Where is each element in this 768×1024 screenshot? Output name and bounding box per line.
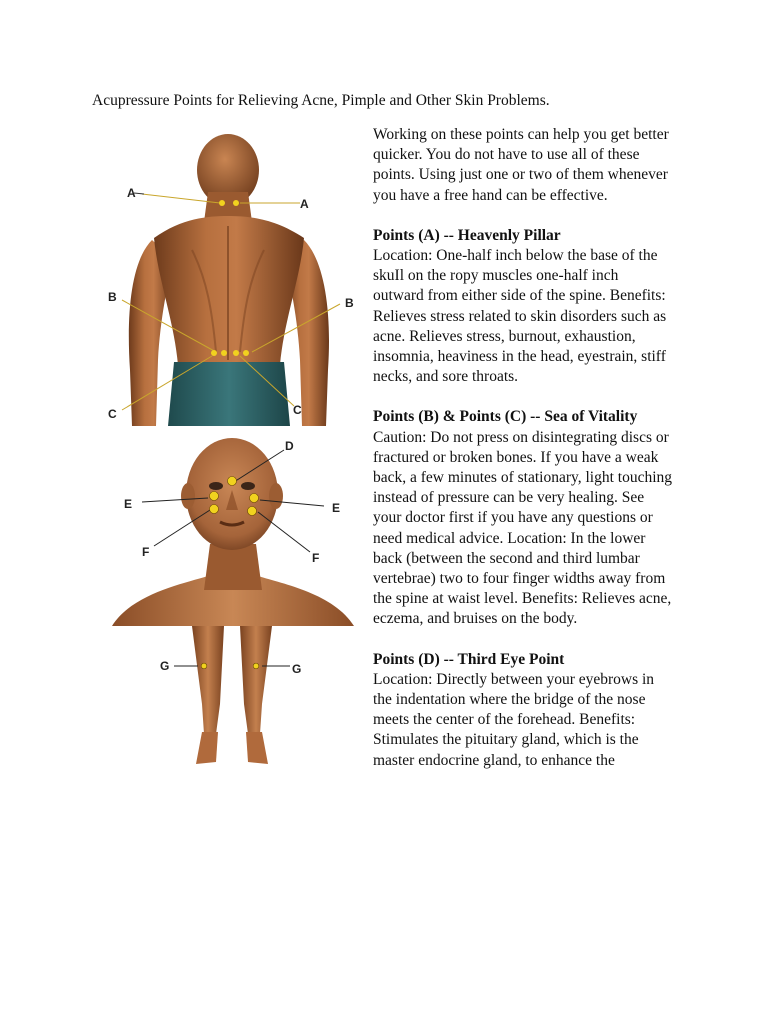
- point-e-right: [250, 494, 259, 503]
- section-body-d: Location: Directly between your eyebrows in the indentation where the bridge of the nose meets the center of the forehead. Benefits: Stimulates the pituitary gland, which is the master endocrine gland, to enhance the: [373, 670, 655, 769]
- label-f-right: F: [312, 551, 320, 565]
- point-a-right: [233, 200, 239, 206]
- label-g-right: G: [292, 662, 302, 676]
- point-f-right: [248, 507, 257, 516]
- section-heading-d: Points (D) -- Third Eye Point: [373, 650, 565, 668]
- section-body-a: Location: One-half inch below the base of the skuIl on the ropy muscles one-half inch outward from either side of the spine. Benefits: Relieves stress related to skin disorders such as acne. Relieves stress, burnout, exhaustion, insomnia, heaviness in the head, eyestrain, stiff necks, and sore throats.: [373, 247, 667, 386]
- front-body-illustration: [112, 434, 354, 768]
- label-c-right: C: [293, 403, 302, 417]
- section-heading-a: Points (A) -- Heavenly Pillar: [373, 226, 561, 244]
- back-body-illustration: [108, 130, 354, 426]
- point-c-left: [221, 350, 227, 356]
- page-title: Acupressure Points for Relieving Acne, Pimple and Other Skin Problems.: [92, 92, 550, 109]
- point-c-right: [233, 350, 239, 356]
- point-g-right: [253, 663, 259, 669]
- point-b-left: [211, 350, 217, 356]
- point-f-left: [210, 505, 219, 514]
- label-c-left: C: [108, 407, 117, 421]
- label-f-left: F: [142, 545, 150, 559]
- intro-paragraph: Working on these points can help you get better quicker. You do not have to use all of these points. Using just one or two of them whenever you have a free hand can be effective.: [373, 126, 669, 204]
- point-b-right: [243, 350, 249, 356]
- label-e-right: E: [332, 501, 341, 515]
- section-body-b-c: Caution: Do not press on disintegrating discs or fractured or broken bones. If you have a weak back, a few minutes of stationary, light touching instead of pressure can be very healing. See your doctor first if you have any questions or need medical advice. Location: In the lower back (between the second and third lumbar vertebrae) two to four finger widths away from the spine at waist level. Benefits: Relieves acne, eczema, and bruises on the body.: [373, 428, 673, 628]
- text-column: [373, 125, 673, 771]
- label-g-left: G: [160, 659, 170, 673]
- label-e-left: E: [124, 497, 133, 511]
- point-d: [228, 477, 237, 486]
- section-heading-b-c: Points (B) & Points (C) -- Sea of Vitality: [373, 408, 638, 426]
- label-a-left: A: [127, 186, 136, 200]
- label-a-right: A: [300, 197, 309, 211]
- label-b-left: B: [108, 290, 117, 304]
- point-g-left: [201, 663, 207, 669]
- point-a-left: [219, 200, 225, 206]
- label-b-right: B: [345, 296, 354, 310]
- label-d: D: [285, 439, 294, 453]
- point-e-left: [210, 492, 219, 501]
